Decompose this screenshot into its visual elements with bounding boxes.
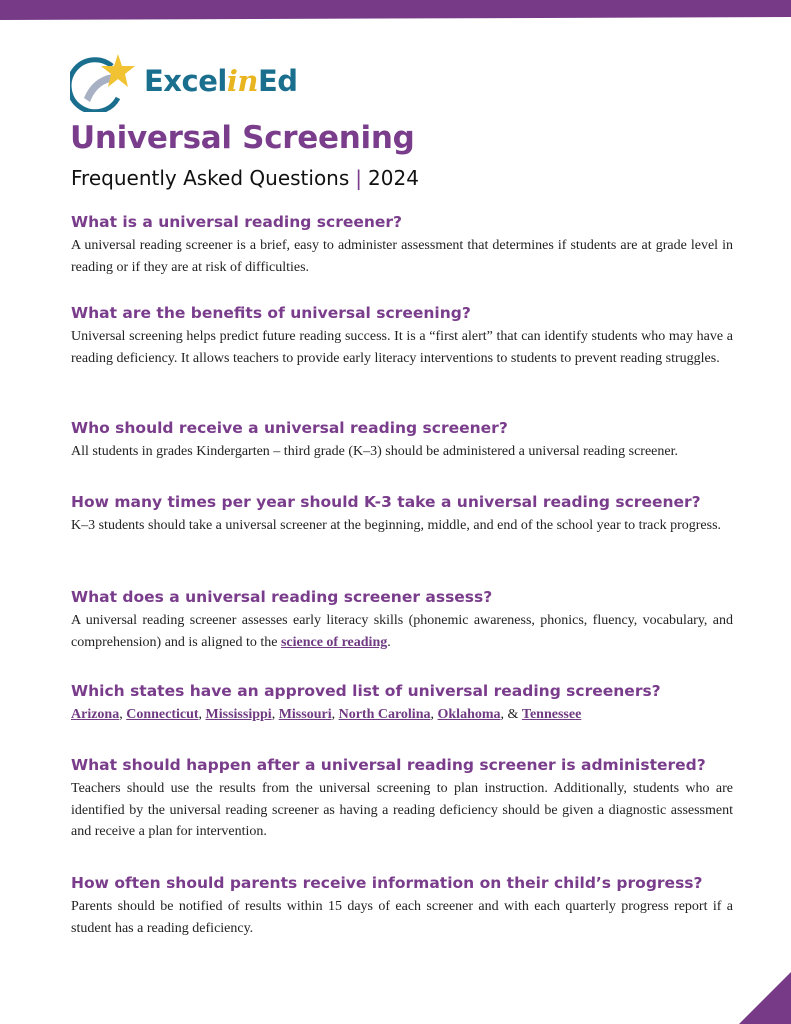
- state-link-arizona[interactable]: Arizona: [71, 707, 120, 722]
- state-links: Arizona, Connecticut, Mississippi, Missouri, North Carolina, Oklahoma, & Tennessee: [71, 707, 582, 722]
- faq-item: [71, 755, 733, 843]
- faq-item: [71, 212, 733, 278]
- corner-accent: [739, 972, 791, 1024]
- state-link-north-carolina[interactable]: North Carolina: [338, 707, 431, 722]
- state-link-mississippi[interactable]: Mississippi: [205, 707, 272, 722]
- faq-answer: Parents should be notified of results within 15 days of each screener and with each quarterly progress report if a student has a reading deficiency.: [71, 899, 733, 936]
- page-subtitle: Frequently Asked Questions | 2024: [71, 166, 419, 190]
- faq-answer: A universal reading screener is a brief, easy to administer assessment that determines if students are at grade level in reading or if they are at risk of difficulties.: [71, 238, 733, 275]
- state-link-oklahoma[interactable]: Oklahoma: [437, 707, 501, 722]
- faq-item: [71, 587, 733, 653]
- shooting-star-icon: [70, 52, 140, 112]
- faq-answer: All students in grades Kindergarten – third grade (K–3) should be administered a universal reading screener.: [71, 444, 679, 459]
- faq-question: What are the benefits of universal screening?: [71, 304, 471, 322]
- faq-item: [71, 418, 733, 463]
- faq-question: What is a universal reading screener?: [71, 213, 403, 231]
- state-link-missouri[interactable]: Missouri: [278, 707, 332, 722]
- faq-question: How many times per year should K-3 take a universal reading screener?: [71, 493, 701, 511]
- excelined-logo: [70, 52, 310, 112]
- faq-answer: K–3 students should take a universal screener at the beginning, middle, and end of the school year to track progress.: [71, 518, 722, 533]
- faq-item: [71, 873, 733, 939]
- faq-question: Who should receive a universal reading screener?: [71, 419, 508, 437]
- faq-answer: A universal reading screener assesses early literacy skills (phonemic awareness, phonics, fluency, vocabulary, and comprehension) and is aligned to the science of reading.: [71, 613, 733, 650]
- state-link-tennessee[interactable]: Tennessee: [521, 707, 582, 722]
- faq-answer: Universal screening helps predict future reading success. It is a “first alert” that can identify students who may have a reading deficiency. It allows teachers to provide early literacy interventions to students to prevent reading struggles.: [71, 329, 733, 366]
- faq-item: [71, 681, 733, 726]
- faq-answer: Teachers should use the results from the universal screening to plan instruction. Additionally, students who are identified by the universal reading screener as having a reading deficiency should be given a diagnostic assessment and receive a plan for intervention.: [71, 781, 733, 839]
- faq-item: [71, 303, 733, 369]
- logo-wordmark: ExcelinEd: [144, 64, 298, 98]
- top-accent-bar: [0, 0, 791, 20]
- faq-question: What should happen after a universal reading screener is administered?: [71, 756, 706, 774]
- faq-question: How often should parents receive information on their child’s progress?: [71, 874, 703, 892]
- science-of-reading-link[interactable]: science of reading: [280, 634, 388, 650]
- page-title: Universal Screening: [70, 120, 415, 156]
- faq-question: Which states have an approved list of universal reading screeners?: [71, 682, 661, 700]
- state-link-connecticut[interactable]: Connecticut: [126, 707, 199, 722]
- faq-item: [71, 492, 733, 537]
- faq-question: What does a universal reading screener assess?: [71, 588, 493, 606]
